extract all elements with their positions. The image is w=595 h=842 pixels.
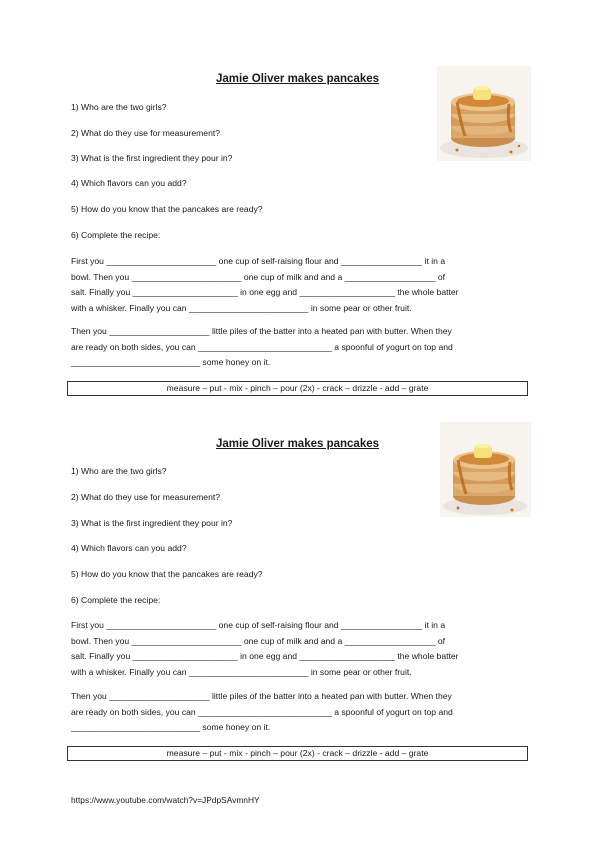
- worksheet-title: Jamie Oliver makes pancakes: [215, 438, 380, 450]
- recipe-line: bowl. Then you _______________________ one cup of milk and and a ___________________ of: [71, 271, 445, 282]
- question-6: 6) Complete the recipe:: [71, 595, 161, 605]
- question-2: 2) What do they use for measurement?: [71, 128, 221, 138]
- question-2: 2) What do they use for measurement?: [71, 492, 221, 502]
- recipe-line: with a whisker. Finally you can _________________________ in some pear or other fruit.: [71, 302, 412, 313]
- recipe-line: ___________________________ some honey on it.: [71, 357, 271, 367]
- question-4: 4) Which flavors can you add?: [71, 178, 187, 188]
- recipe-line: ___________________________ some honey on it.: [71, 722, 271, 732]
- question-3: 3) What is the first ingredient they pour in?: [71, 153, 233, 163]
- recipe-line: salt. Finally you ______________________ in one egg and ____________________ the whole batter: [71, 651, 459, 661]
- recipe-line: are ready on both sides, you can ____________________________ a spoonful of yogurt on top and: [71, 341, 453, 352]
- recipe-paragraph-2: [71, 691, 523, 738]
- recipe-paragraph-1: [71, 620, 523, 682]
- question-1: 1) Who are the two girls?: [71, 102, 167, 112]
- question-5: 5) How do you know that the pancakes are ready?: [71, 569, 263, 579]
- recipe-line: salt. Finally you ______________________ in one egg and ____________________ the whole batter: [71, 287, 459, 297]
- recipe-line: Then you _____________________ little piles of the batter into a heated pan with butter. When they: [71, 691, 452, 701]
- question-6: 6) Complete the recipe:: [71, 230, 161, 240]
- word-bank-box: measure – put - mix - pinch – pour (2x) - crack – drizzle - add – grate: [67, 746, 528, 761]
- worksheet-title: Jamie Oliver makes pancakes: [215, 73, 380, 85]
- recipe-line: Then you _____________________ little piles of the batter into a heated pan with butter. When they: [71, 326, 452, 336]
- footer-url-link[interactable]: https://www.youtube.com/watch?v=JPdpSAvmnHY: [71, 795, 260, 805]
- recipe-paragraph-1: [71, 256, 523, 318]
- question-1: 1) Who are the two girls?: [71, 466, 167, 476]
- question-4: 4) Which flavors can you add?: [71, 543, 187, 553]
- recipe-line: are ready on both sides, you can ____________________________ a spoonful of yogurt on top and: [71, 706, 453, 717]
- recipe-line: First you _______________________ one cup of self-raising flour and _________________ it in a: [71, 256, 446, 266]
- recipe-line: First you _______________________ one cup of self-raising flour and _________________ it in a: [71, 620, 446, 630]
- recipe-line: bowl. Then you _______________________ one cup of milk and and a ___________________ of: [71, 635, 445, 646]
- recipe-paragraph-2: [71, 326, 523, 373]
- question-3: 3) What is the first ingredient they pour in?: [71, 518, 233, 528]
- recipe-line: with a whisker. Finally you can _________________________ in some pear or other fruit.: [71, 666, 412, 677]
- word-bank-box: measure – put - mix - pinch – pour (2x) - crack – drizzle - add – grate: [67, 381, 528, 396]
- pancake-stack-photo: [440, 422, 531, 517]
- pancake-stack-photo: [437, 66, 531, 161]
- question-5: 5) How do you know that the pancakes are ready?: [71, 204, 263, 214]
